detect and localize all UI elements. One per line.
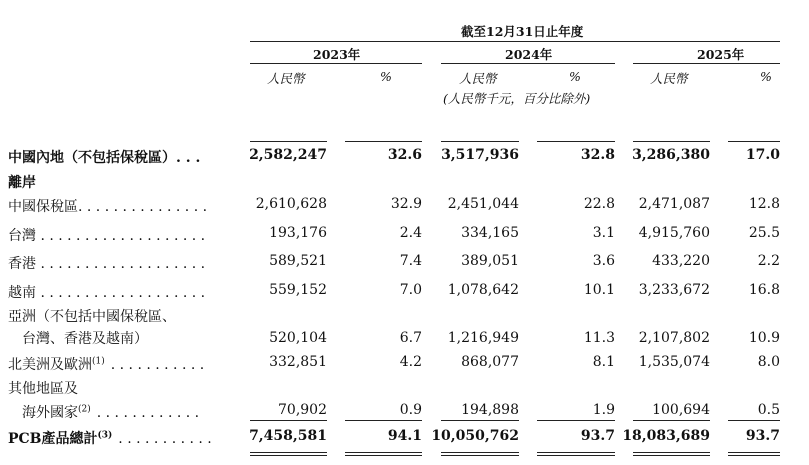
year-2024: 2024年 [505,47,553,62]
cell-v24: 3,517,936 [441,147,519,163]
leader-dots: . . . . . . . . . . . [110,357,205,373]
first-row-rule-2023p [345,141,422,142]
cell-p25: 8.0 [757,354,780,370]
cell-p23: 94.1 [387,428,422,444]
cell-v25: 4,915,760 [638,225,710,241]
cell-p24: 3.6 [592,253,615,269]
cell-p25: 93.7 [745,428,780,444]
row-label [8,172,36,192]
cell-v25: 100,694 [652,402,710,418]
cell-v25: 3,286,380 [632,147,710,163]
period-title: 截至12月31日止年度 [461,24,584,39]
year-rule-2023 [250,63,422,64]
row-label [8,378,78,398]
cell-p23: 32.6 [387,147,422,163]
cell-v23: 2,582,247 [249,147,327,163]
leader-dots: . . . . . . . . . . . [118,431,212,447]
cell-v25: 3,233,672 [638,282,710,298]
row-label-text: 香港 . . . . . . . . . . . . . . . . . . . [8,256,206,272]
row-label-text: 離岸 [8,175,36,191]
total-rule-top-2024p [537,420,615,421]
row-label [8,354,204,374]
cell-v25: 2,107,802 [638,330,710,346]
cell-v24: 194,898 [461,402,519,418]
cell-p25: 17.0 [745,147,780,163]
first-row-rule-2025p [728,141,780,142]
cell-v23: 520,104 [269,330,327,346]
footnote-marker: (2) [78,404,91,415]
row-label-text: 北美洲及歐洲 [8,357,92,373]
year-2025: 2025年 [697,47,745,62]
col-currency-2025: 人民幣 [650,71,688,86]
cell-v23: 7,458,581 [249,428,327,444]
cell-p25: 10.9 [748,330,780,346]
cell-p25: 12.8 [748,196,780,212]
total-double-rule-1b [250,455,327,456]
leader-dots: . . . . . . . . . . . . [96,405,200,421]
cell-v24: 389,051 [461,253,519,269]
unit-note: (人民幣千元，百分比除外) [443,91,591,106]
row-label-continued: 台灣、香港及越南） [22,331,148,347]
cell-v23: 2,610,628 [255,196,327,212]
total-double-rule-6 [728,452,780,453]
cell-v23: 332,851 [269,354,327,370]
total-double-rule-6b [728,455,780,456]
cell-v23: 70,902 [278,402,327,418]
col-currency-2024: 人民幣 [459,71,497,86]
year-rule-2024 [441,63,615,64]
row-label [8,428,212,448]
col-percent-2024: % [569,69,581,84]
total-rule-top-2024 [441,420,519,421]
col-percent-2025: % [760,69,772,84]
cell-p25: 0.5 [757,402,780,418]
total-double-rule-3b [441,455,519,456]
row-label [8,306,176,326]
period-rule [250,41,780,42]
cell-p24: 11.3 [583,330,615,346]
cell-p23: 32.9 [390,196,422,212]
first-row-rule-2025 [633,141,710,142]
cell-v23: 589,521 [269,253,327,269]
first-row-rule-2023 [250,141,327,142]
year-rule-2025 [633,63,780,64]
row-label [8,225,205,245]
cell-v25: 18,083,689 [622,428,710,444]
cell-v25: 433,220 [652,253,710,269]
cell-p25: 25.5 [748,225,780,241]
row-label-text: 台灣 . . . . . . . . . . . . . . . . . . . [8,228,206,244]
cell-p24: 3.1 [592,225,615,241]
cell-v25: 1,535,074 [638,354,710,370]
row-label-text: 亞洲（不包括中國保稅區、 [8,309,176,325]
cell-p24: 32.8 [580,147,615,163]
col-currency-2023: 人民幣 [267,71,305,86]
total-double-rule-1 [250,452,327,453]
cell-v23: 559,152 [269,282,327,298]
total-double-rule-4 [537,452,615,453]
total-double-rule-5 [633,452,710,453]
cell-p23: 7.4 [399,253,422,269]
row-label-text: PCB產品總計 [8,431,98,447]
cell-p24: 1.9 [592,402,615,418]
cell-p23: 4.2 [399,354,422,370]
total-double-rule-2b [345,455,422,456]
cell-v24: 868,077 [461,354,519,370]
footnote-marker: (3) [97,430,113,441]
cell-p23: 0.9 [399,402,422,418]
year-2023: 2023年 [313,47,361,62]
row-label [8,196,207,216]
cell-p23: 6.7 [399,330,422,346]
cell-p24: 22.8 [583,196,615,212]
cell-p24: 93.7 [580,428,615,444]
footnote-marker: (1) [92,356,105,367]
cell-v24: 2,451,044 [447,196,519,212]
cell-p24: 8.1 [592,354,615,370]
cell-v24: 1,216,949 [447,330,519,346]
cell-v23: 193,176 [269,225,327,241]
row-label-text: 其他地區及 [8,381,78,397]
row-label-text: 海外國家 [22,405,78,421]
row-label-text: 越南 . . . . . . . . . . . . . . . . . . . [8,285,206,301]
cell-p24: 10.1 [583,282,615,298]
cell-v25: 2,471,087 [638,196,710,212]
total-rule-top-2025p [728,420,780,421]
row-label [8,147,200,167]
row-label-text: 中國保稅區. . . . . . . . . . . . . . . [8,199,208,215]
cell-p25: 16.8 [748,282,780,298]
row-label [8,253,205,273]
cell-p23: 7.0 [399,282,422,298]
col-percent-2023: % [380,69,392,84]
total-double-rule-3 [441,452,519,453]
cell-p23: 2.4 [399,225,422,241]
total-double-rule-4b [537,455,615,456]
cell-p25: 2.2 [757,253,780,269]
total-double-rule-2 [345,452,422,453]
first-row-rule-2024p [537,141,615,142]
row-label [8,282,205,302]
first-row-rule-2024 [441,141,519,142]
cell-v24: 334,165 [461,225,519,241]
cell-v24: 10,050,762 [431,428,519,444]
total-rule-top-2023 [250,420,327,421]
cell-v24: 1,078,642 [447,282,519,298]
total-rule-top-2023p [345,420,422,421]
total-rule-top-2025 [633,420,710,421]
row-label-text: 中國內地（不包括保稅區）. . . [8,150,201,166]
row-label [22,402,199,422]
total-double-rule-5b [633,455,710,456]
